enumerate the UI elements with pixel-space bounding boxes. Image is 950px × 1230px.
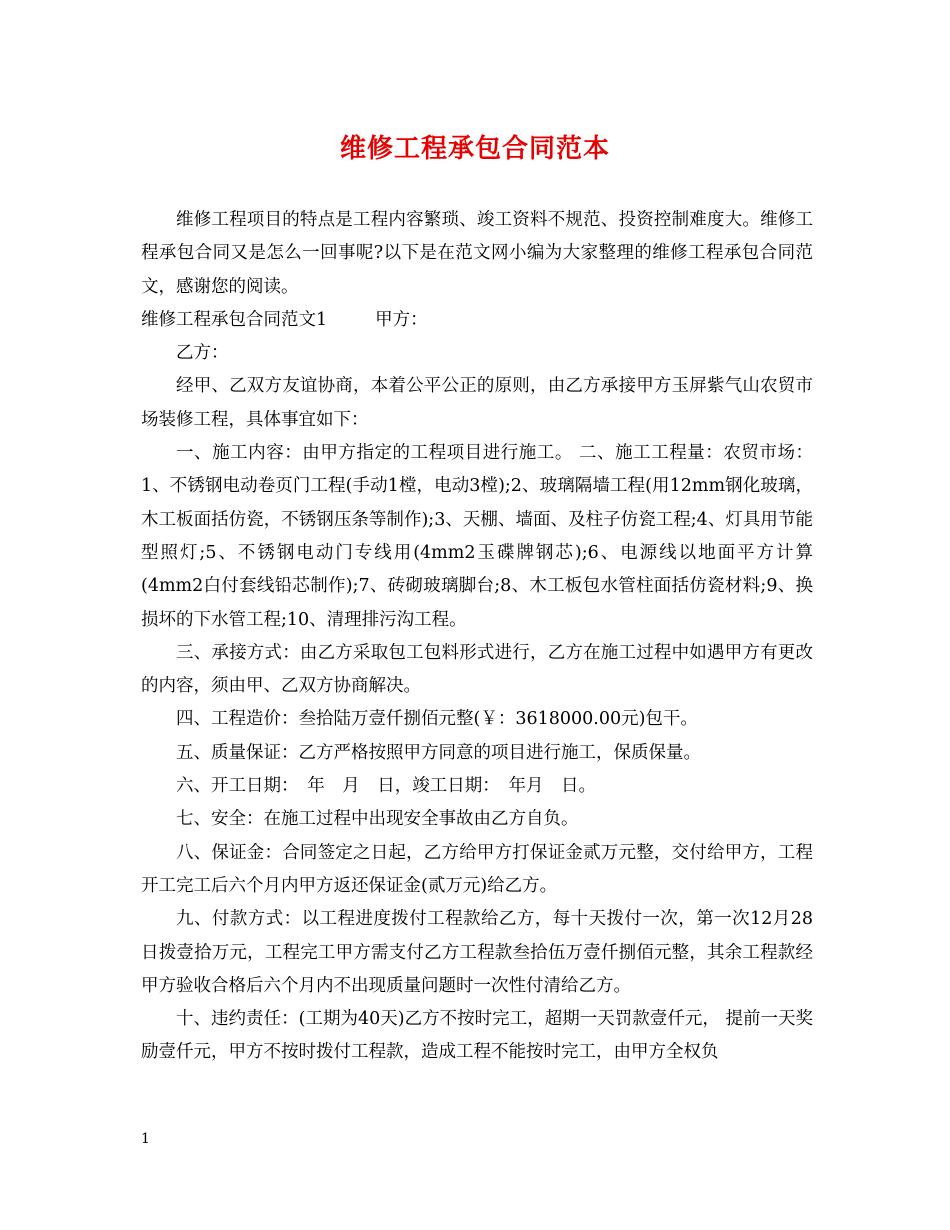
clause-paragraph: 六、开工日期： 年 月 日，竣工日期： 年月 日。 bbox=[176, 776, 596, 797]
sample-heading: 维修工程承包合同范文1 bbox=[141, 309, 328, 330]
clause-paragraph: 五、质量保证：乙方严格按照甲方同意的项目进行施工，保质保量。 bbox=[176, 742, 701, 763]
clause-paragraph: 八、保证金：合同签定之日起，乙方给甲方打保证金贰万元整，交付给甲方，工程开工完工后六个月内甲方返还保证金(贰万元)给乙方。 bbox=[141, 842, 813, 896]
clause-paragraph: 四、工程造价：叁拾陆万壹仟捌佰元整(￥：3618000.00元)包干。 bbox=[176, 709, 698, 730]
sample-heading-line bbox=[141, 304, 813, 337]
intro-paragraph: 维修工程项目的特点是工程内容繁琐、竣工资料不规范、投资控制难度大。维修工程承包合同又是怎么一回事呢?以下是在范文网小编为大家整理的维修工程承包合同范文，感谢您的阅读。 bbox=[141, 210, 813, 297]
party-b-label: 乙方： bbox=[176, 343, 229, 364]
clause-paragraph: 七、安全：在施工过程中出现安全事故由乙方自负。 bbox=[176, 809, 579, 830]
document-body bbox=[141, 204, 813, 1070]
clause-paragraph: 三、承接方式：由乙方采取包工包料形式进行，乙方在施工过程中如遇甲方有更改的内容，须由甲、乙双方协商解决。 bbox=[141, 642, 813, 697]
clause-paragraph: 十、违约责任：(工期为40天)乙方不按时完工，超期一天罚款壹仟元， 提前一天奖励壹仟元，甲方不按时拨付工程款，造成工程不能按时完工，由甲方全权负 bbox=[141, 1009, 813, 1063]
clause-paragraph: 一、施工内容：由甲方指定的工程项目进行施工。 二、施工工程量：农贸市场：1、不锈钢电动卷页门工程(手动1樘，电动3樘);2、玻璃隔墙工程(用12mm钢化玻璃，木工板面括仿瓷，不锈钢压条等制作);3、天棚、墙面、及柱子仿瓷工程;4、灯具用节能型照灯;5、不锈钢电动门专线用(4mm2玉碟牌钢芯);6、电源线以地面平方计算(4mm2白付套线铅芯制作);7、砖砌玻璃脚台;8、木工板包水管柱面括仿瓷材料;9、换损坏的下水管工程;10、清理排污沟工程。 bbox=[141, 443, 813, 630]
clause-paragraph: 经甲、乙双方友谊协商，本着公平公正的原则，由乙方承接甲方玉屏紫气山农贸市场装修工程，具体事宜如下： bbox=[141, 376, 813, 430]
clause-paragraph: 九、付款方式：以工程进度拨付工程款给乙方，每十天拨付一次，第一次12月28日拨壹拾万元，工程完工甲方需支付乙方工程款叁拾伍万壹仟捌佰元整，其余工程款经甲方验收合格后六个月内不出现质量问题时一次性付清给乙方。 bbox=[141, 909, 813, 996]
document-title: 维修工程承包合同范本 bbox=[339, 134, 610, 164]
party-a-label: 甲方： bbox=[375, 309, 428, 330]
page-number: 1 bbox=[141, 1131, 150, 1147]
